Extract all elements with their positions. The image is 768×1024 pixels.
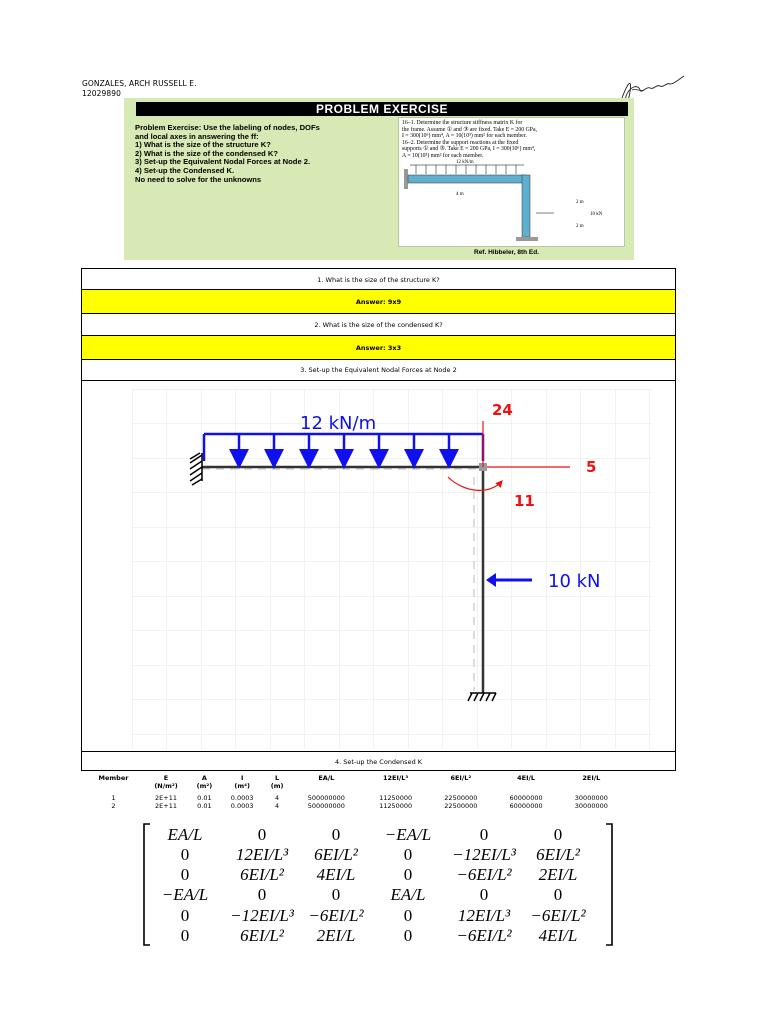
unit-cell: (m²) xyxy=(196,782,213,790)
cell: 500000000 xyxy=(307,802,345,810)
cell: 4 xyxy=(275,802,280,810)
moment-label: 11 xyxy=(514,492,535,510)
student-id: 12029890 xyxy=(82,89,121,98)
matrix-cell: 0 xyxy=(403,906,413,925)
matrix-cell: 2EI/L xyxy=(538,865,578,884)
matrix-cell: −EA/L xyxy=(384,825,432,844)
matrix-cell: 12EI/L³ xyxy=(457,906,511,925)
header-4ei: 4EI/L xyxy=(517,774,536,782)
header-member: Member xyxy=(98,774,129,782)
answer-1: Answer: 9x9 xyxy=(81,290,676,314)
textbook-frame-figure xyxy=(404,160,619,245)
matrix-cell: 0 xyxy=(257,885,267,904)
cell: 0.0003 xyxy=(230,802,254,810)
unit-cell xyxy=(559,782,624,790)
cell: 30000000 xyxy=(574,794,608,802)
cell: 11250000 xyxy=(379,802,413,810)
frame-diagram xyxy=(82,381,675,751)
matrix-cell: 4EI/L xyxy=(316,865,356,884)
matrix-right-bracket xyxy=(606,824,612,945)
instruction-line: 1) What is the size of the structure K? xyxy=(135,140,271,150)
cell: 60000000 xyxy=(509,802,543,810)
header-2ei: 2EI/L xyxy=(582,774,601,782)
matrix-cell: EA/L xyxy=(167,825,203,844)
cell: 0.01 xyxy=(197,794,212,802)
cell: 4 xyxy=(275,794,280,802)
cell: 2E+11 xyxy=(155,794,177,802)
udl-label: 12 kN/m xyxy=(300,413,377,434)
matrix-cell: 0 xyxy=(180,906,190,925)
matrix-cell: −6EI/L² xyxy=(456,926,512,945)
book-h2-label: 2 m xyxy=(576,224,584,229)
question-1: 1. What is the size of the structure K? xyxy=(81,268,676,290)
cell: 1 xyxy=(111,794,116,802)
matrix-cell: −12EI/L³ xyxy=(452,845,516,864)
book-h1-label: 2 m xyxy=(576,200,584,205)
matrix-cell: 0 xyxy=(403,926,413,945)
cell: 2E+11 xyxy=(155,802,177,810)
unit-cell xyxy=(290,782,363,790)
matrix-cell: −6EI/L² xyxy=(530,906,586,925)
student-name: GONZALES, ARCH RUSSELL E. xyxy=(82,79,197,88)
student-info xyxy=(82,79,197,99)
instruction-line: and local axes in answering the ff: xyxy=(135,131,259,141)
cell: 2 xyxy=(111,802,116,810)
table-row xyxy=(84,802,624,810)
point-load-label: 10 kN xyxy=(548,571,601,592)
table-header-row xyxy=(84,774,624,782)
matrix-left-bracket xyxy=(144,824,150,945)
table-row xyxy=(84,794,624,802)
header-12ei: 12EI/L³ xyxy=(382,774,409,782)
matrix-cell: 0 xyxy=(479,885,489,904)
matrix-cell: 0 xyxy=(331,825,341,844)
book-load-label: 12 kN/m xyxy=(456,160,474,165)
cell: 500000000 xyxy=(307,794,345,802)
unit-cell xyxy=(363,782,428,790)
header-a: A xyxy=(201,774,207,782)
matrix-cell: 0 xyxy=(180,865,190,884)
matrix-cell: 0 xyxy=(479,825,489,844)
matrix-cell: −6EI/L² xyxy=(308,906,364,925)
matrix-cell: −6EI/L² xyxy=(456,865,512,884)
book-line: 16–2. Determine the support reactions at the fixed xyxy=(402,139,519,146)
book-line: I = 300(10⁶) mm⁴, A = 10(10³) mm² for each member. xyxy=(402,133,527,140)
matrix-cell: −12EI/L³ xyxy=(230,906,294,925)
vertical-force-label: 24 xyxy=(492,401,513,419)
unit-cell: (N/m²) xyxy=(154,782,178,790)
unit-cell: (m) xyxy=(270,782,284,790)
book-line: A = 10(10³) mm² for each member. xyxy=(402,152,484,159)
matrix-cell: 12EI/L³ xyxy=(235,845,289,864)
book-line: 16–1. Determine the structure stiffness matrix K for xyxy=(402,120,523,126)
matrix-cell: 2EI/L xyxy=(316,926,356,945)
cell: 0.0003 xyxy=(230,794,254,802)
header-6ei: 6EI/L² xyxy=(450,774,472,782)
book-force-label: 10 kN xyxy=(590,212,603,217)
matrix-cell: 0 xyxy=(180,926,190,945)
answer-2: Answer: 3x3 xyxy=(81,336,676,360)
matrix-cell: 0 xyxy=(180,845,190,864)
book-span-label: 4 m xyxy=(456,192,464,197)
cell: 30000000 xyxy=(574,802,608,810)
unit-cell xyxy=(84,782,143,790)
matrix-cell: 6EI/L² xyxy=(240,926,284,945)
cell: 11250000 xyxy=(379,794,413,802)
cell: 0.01 xyxy=(197,802,212,810)
book-line: the frame. Assume ① and ③ are fixed. Take E = 200 GPa, xyxy=(402,126,538,133)
matrix-cell: 6EI/L² xyxy=(240,865,284,884)
question-2: 2. What is the size of the condensed K? xyxy=(81,314,676,336)
matrix-cell: EA/L xyxy=(390,885,426,904)
matrix-cell: 0 xyxy=(553,825,563,844)
matrix-cell: 6EI/L² xyxy=(536,845,580,864)
matrix-cell: 0 xyxy=(403,865,413,884)
instruction-line: 3) Set-up the Equivalent Nodal Forces at Node 2. xyxy=(135,157,311,167)
instruction-line: 2) What is the size of the condensed K? xyxy=(135,148,279,158)
header-l: L xyxy=(275,774,280,782)
instruction-line: 4) Set-up the Condensed K. xyxy=(135,165,235,175)
banner-instructions xyxy=(135,124,395,184)
matrix-cell: −EA/L xyxy=(161,885,209,904)
instruction-line: Problem Exercise: Use the labeling of nodes, DOFs xyxy=(135,123,320,132)
matrix-cell: 6EI/L² xyxy=(314,845,358,864)
member-properties-table xyxy=(84,774,624,810)
header-i: I xyxy=(240,774,244,782)
question-4: 4. Set-up the Condensed K xyxy=(81,751,676,771)
cell: 22500000 xyxy=(444,794,478,802)
instruction-line: No need to solve for the unknowns xyxy=(135,174,262,184)
unit-cell xyxy=(493,782,558,790)
reference-label: Ref. Hibbeler, 8th Ed. xyxy=(474,249,540,256)
horizontal-force-label: 5 xyxy=(586,458,597,476)
banner-title: PROBLEM EXERCISE xyxy=(136,102,628,116)
cell: 22500000 xyxy=(444,802,478,810)
question-3: 3. Set-up the Equivalent Nodal Forces at Node 2 xyxy=(81,360,676,381)
cell: 60000000 xyxy=(509,794,543,802)
table-units-row xyxy=(84,782,624,790)
matrix-cell: 0 xyxy=(331,885,341,904)
header-ea-l: EA/L xyxy=(318,774,335,782)
book-line: supports ① and ③. Take E = 200 GPa, I = 300(10⁶) mm⁴, xyxy=(402,146,536,153)
textbook-text xyxy=(402,120,620,160)
matrix-cell: 0 xyxy=(553,885,563,904)
unit-cell: (m⁴) xyxy=(234,782,250,790)
header-e: E xyxy=(163,774,169,782)
matrix-cell: 0 xyxy=(257,825,267,844)
matrix-cell: 4EI/L xyxy=(538,926,578,945)
stiffness-matrix xyxy=(140,822,620,947)
unit-cell xyxy=(428,782,493,790)
matrix-cell: 0 xyxy=(403,845,413,864)
